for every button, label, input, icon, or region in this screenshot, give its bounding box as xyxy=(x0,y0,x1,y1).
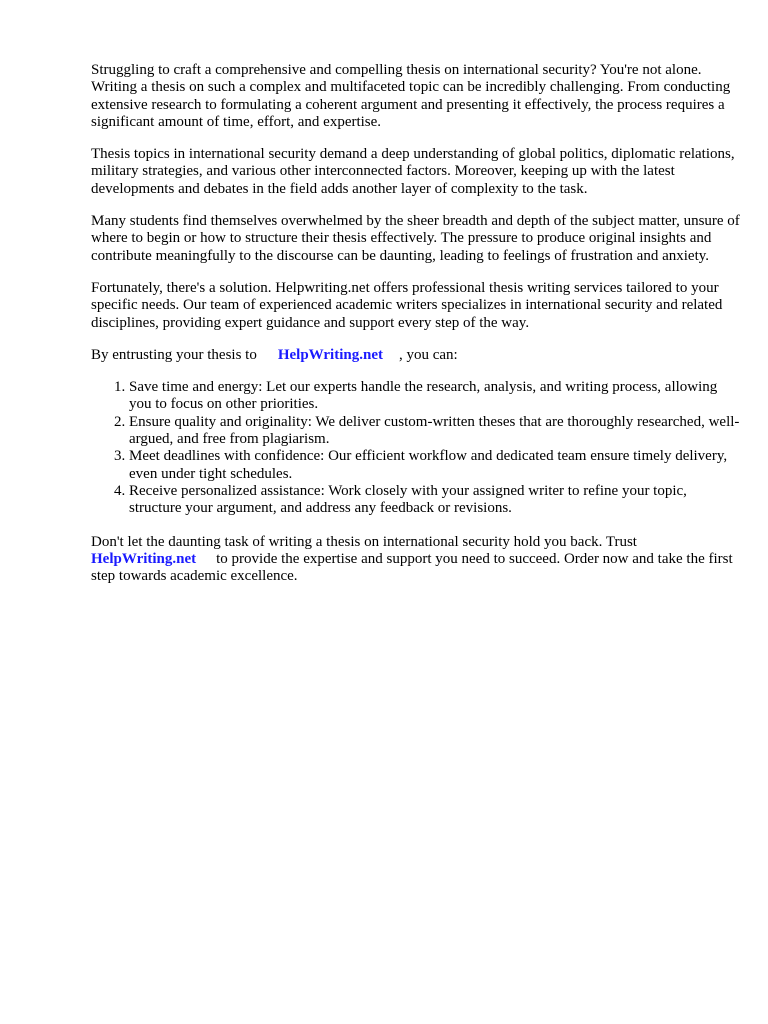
entrusting-suffix: , you can: xyxy=(398,346,458,363)
paragraph-intro: Struggling to craft a comprehensive and compelling thesis on international security? You're not alone. Writing a thesis on such a complex and multifaceted topic can be incredibly challenging. From conducting extensive research to formulating a coherent argument and presenting it effectively, the process requires a significant amount of time, effort, and expertise. xyxy=(91,62,731,130)
entrusting-text: By entrusting your thesis to xyxy=(91,346,257,363)
closing-suffix: to provide the expertise and support you need to succeed. Order now and take the first step towards academic excellence. xyxy=(91,550,733,585)
helpwriting-link[interactable]: HelpWriting.net xyxy=(277,346,383,363)
paragraph-students: Many students find themselves overwhelmed by the sheer breadth and depth of the subject matter, unsure of where to begin or how to structure their thesis effectively. The pressure to produce original insights and contribute meaningfully to the discourse can be daunting, leading to feelings of frustration and anxiety. xyxy=(91,213,740,264)
benefits-list xyxy=(91,379,741,517)
list-item: 4. Receive personalized assistance: Work closely with your assigned writer to refine your topic, structure your argument, and address any feedback or revisions. xyxy=(129,483,741,518)
document-body xyxy=(91,62,741,600)
paragraph-topics: Thesis topics in international security demand a deep understanding of global politics, diplomatic relations, military strategies, and various other interconnected factors. Moreover, keeping up with the latest developments and debates in the field adds another layer of complexity to the task. xyxy=(91,146,735,197)
list-item: 2. Ensure quality and originality: We deliver custom-written theses that are thoroughly researched, well-argued, and free from plagiarism. xyxy=(129,414,741,449)
list-item: 1. Save time and energy: Let our experts handle the research, analysis, and writing process, allowing you to focus on other priorities. xyxy=(129,379,741,414)
paragraph-closing xyxy=(91,534,741,586)
helpwriting-link-closing[interactable]: HelpWriting.net xyxy=(91,550,197,567)
closing-text: Don't let the daunting task of writing a thesis on international security hold you back. Trust xyxy=(91,533,637,550)
paragraph-solution: Fortunately, there's a solution. Helpwriting.net offers professional thesis writing services tailored to your specific needs. Our team of experienced academic writers specializes in international security and related disciplines, providing expert guidance and support every step of the way. xyxy=(91,279,723,331)
list-item: 3. Meet deadlines with confidence: Our efficient workflow and dedicated team ensure timely delivery, even under tight schedules. xyxy=(129,448,741,483)
paragraph-entrusting xyxy=(91,347,741,364)
